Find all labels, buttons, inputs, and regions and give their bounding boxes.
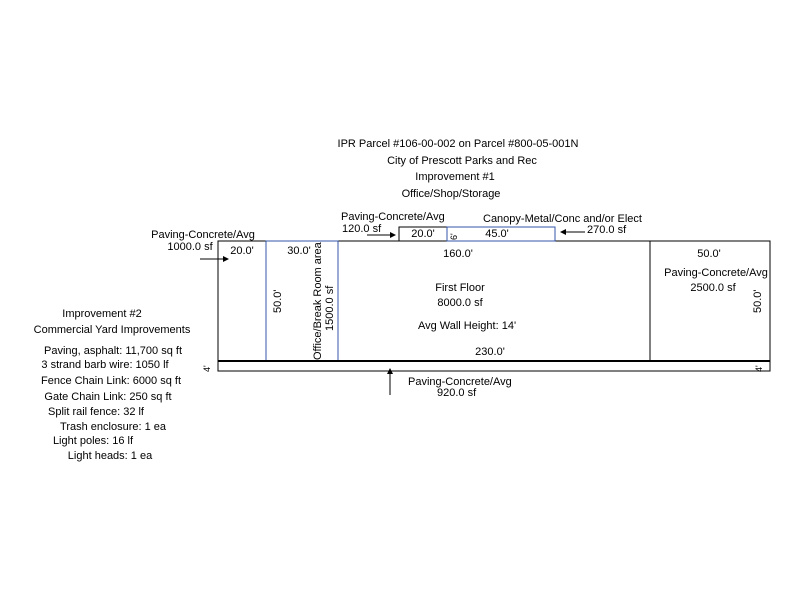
- canopy-area: 270.0 sf: [587, 224, 627, 236]
- improvement2-item: Gate Chain Link: 250 sq ft: [44, 391, 172, 403]
- left-strip-dim: 20.0': [230, 245, 254, 257]
- canopy-label: Canopy-Metal/Conc and/or Elect: [483, 213, 642, 225]
- main-dim-top: 160.0': [443, 248, 473, 260]
- parcel-title: IPR Parcel #106-00-002 on Parcel #800-05-001N: [337, 138, 579, 150]
- main-area: 8000.0 sf: [437, 297, 483, 309]
- building-outline: [218, 241, 770, 361]
- improvement2-item: 3 strand barb wire: 1050 lf: [41, 359, 169, 371]
- improvement1-title: Improvement #1: [415, 171, 495, 183]
- bottom-strip-dim-right: 4': [754, 365, 764, 372]
- owner-title: City of Prescott Parks and Rec: [387, 155, 537, 167]
- bottom-strip-dim-left: 4': [202, 365, 212, 372]
- improvement2-item: Trash enclosure: 1 ea: [60, 421, 166, 433]
- main-dim-bottom: 230.0': [475, 346, 505, 358]
- improvement1-use: Office/Shop/Storage: [401, 188, 501, 200]
- paving-bottom-area: 920.0 sf: [437, 387, 477, 399]
- paving-right-dim-depth: 50.0': [752, 289, 764, 313]
- paving-right-area: 2500.0 sf: [690, 282, 736, 294]
- paving-left-area: 1000.0 sf: [167, 241, 213, 253]
- office-area: 1500.0 sf: [324, 285, 336, 331]
- canopy-dim-small: 6': [449, 233, 459, 240]
- paving-top-area: 120.0 sf: [342, 223, 382, 235]
- paving-bottom-label: Paving-Concrete/Avg: [408, 376, 512, 388]
- paving-left-label: Paving-Concrete/Avg: [151, 229, 255, 241]
- improvement2-item: Paving, asphalt: 11,700 sq ft: [44, 345, 182, 357]
- canopy-dim-width: 45.0': [485, 228, 509, 240]
- bottom-paving-strip: [218, 361, 770, 371]
- improvement2-item: Fence Chain Link: 6000 sq ft: [40, 375, 182, 387]
- main-label: First Floor: [435, 282, 485, 294]
- paving-top-label: Paving-Concrete/Avg: [341, 211, 445, 223]
- paving-right-dim-width: 50.0': [697, 248, 721, 260]
- office-dim-width: 30.0': [287, 245, 311, 257]
- office-label: Office/Break Room area: [312, 242, 324, 360]
- improvement2-title: Improvement #2: [62, 308, 142, 320]
- office-dim-depth: 50.0': [272, 289, 284, 313]
- improvement2-item: Light heads: 1 ea: [67, 450, 153, 462]
- improvement2-item: Split rail fence: 32 lf: [48, 406, 144, 418]
- improvement2-subtitle: Commercial Yard Improvements: [33, 324, 191, 336]
- improvement2-item: Light poles: 16 lf: [52, 435, 134, 447]
- main-wall-height: Avg Wall Height: 14': [417, 320, 517, 332]
- paving-right-label: Paving-Concrete/Avg: [664, 267, 768, 279]
- paving-top-dim: 20.0': [411, 228, 435, 240]
